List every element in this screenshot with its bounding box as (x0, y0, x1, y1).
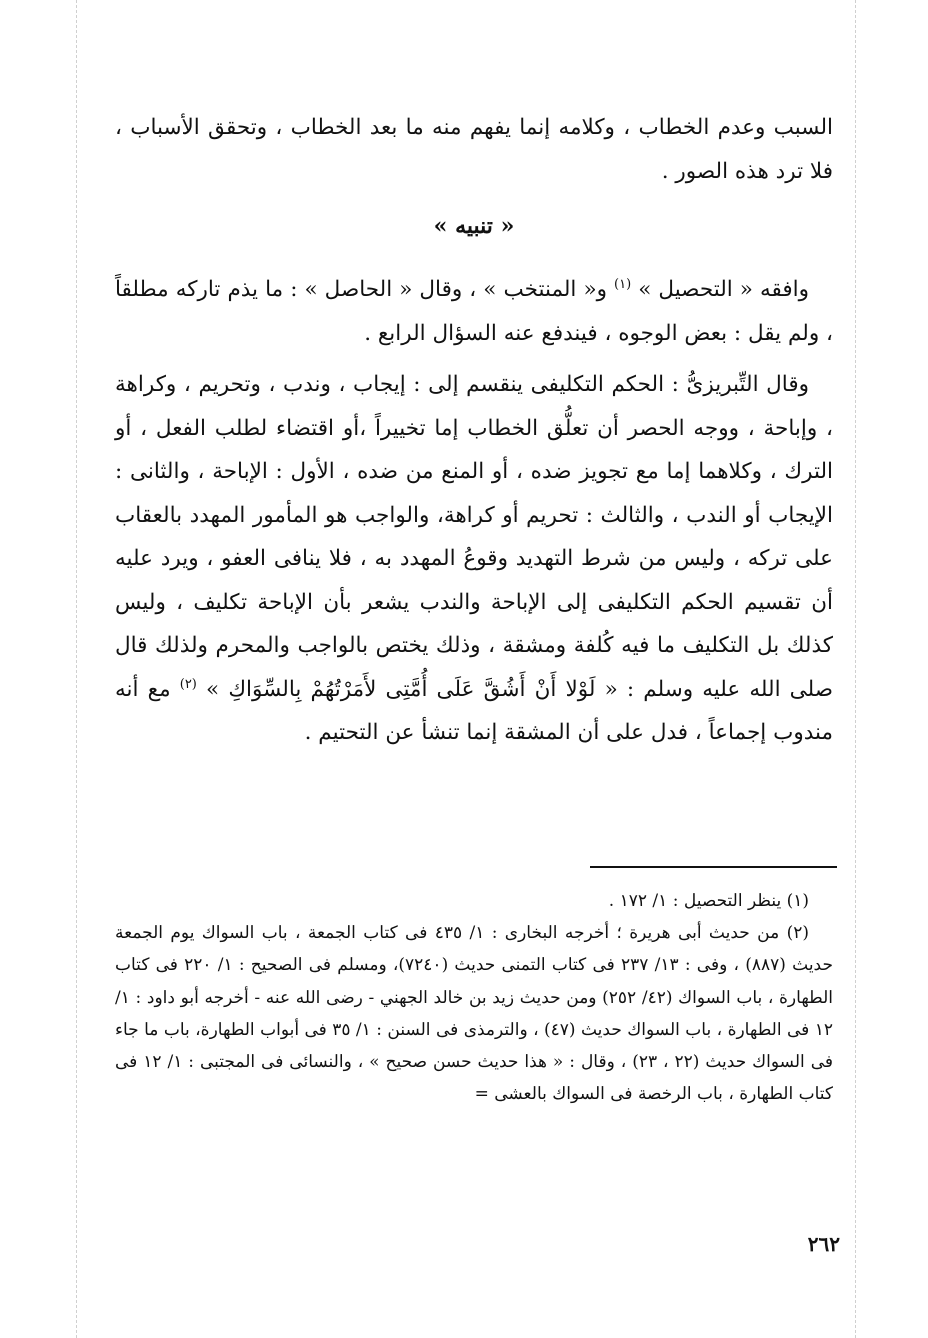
section-heading: « تنبيه » (433, 213, 515, 239)
body-text (115, 268, 833, 755)
footnote-2: (٢) من حديث أبى هريرة ؛ أخرجه البخارى : ١/ ٤٣٥ فى كتاب الجمعة ، باب السواك يوم الجمعة حديث (٨٨٧) ، وفى : ١٣/ ٢٣٧ فى كتاب التمنى حديث (٧٢٤٠)، ومسلم فى الصحيح : ١/ ٢٢٠ فى كتاب الطهارة ، باب السواك (٤٢/ ٢٥٢) ومن حديث زيد بن خالد الجهني - رضى الله عنه - أخرجه أبو داود : ١/ ١٢ فى الطهارة ، باب السواك حديث (٤٧) ، والترمذى فى السنن : ١/ ٣٥ فى أبواب الطهارة، باب ما جاء فى السواك حديث (٢٢ ، ٢٣) ، وقال : « هذا حديث حسن صحيح » ، والنسائى فى المجتبى : ١/ ١٢ فى كتاب الطهارة ، باب الرخصة فى السواك بالعشى = (115, 923, 833, 1105)
footnote-separator (590, 866, 837, 868)
intro-text: السبب وعدم الخطاب ، وكلامه إنما يفهم منه ما بعد الخطاب ، وتحقق الأسباب ، فلا ترد هذه الصور . (115, 115, 833, 184)
intro-paragraph (115, 106, 833, 193)
page-number: ٢٦٢ (807, 1232, 840, 1256)
paragraph-1-text-a: وافقه « التحصيل » (631, 277, 809, 302)
paragraph-2-text-b: مع أنه مندوب إجماعاً ، فدل على أن المشقة إنما تنشأ عن التحتيم . (115, 676, 833, 745)
paragraph-2 (115, 363, 833, 755)
paragraph-1-text-b: و« المنتخب » ، وقال « الحاصل » : ما يذم تاركه مطلقاً ، ولم يقل : بعض الوجوه ، فيندفع عنه السؤال الرابع . (115, 277, 833, 346)
footnote-ref-1: (١) (614, 276, 632, 292)
scan-guide-line-right (855, 0, 856, 1338)
footnote-1: (١) ينظر التحصيل : ١/ ١٧٢ . (608, 891, 809, 911)
paragraph-1 (115, 268, 833, 355)
footnotes (115, 885, 833, 1110)
footnote-ref-2: (٢) (179, 676, 197, 692)
paragraph-2-text-a: وقال التِّبريزىُّ : الحكم التكليفى ينقسم إلى : إيجاب ، وندب ، وتحريم ، وكراهة ، وإباحة ، ووجه الحصر أن تعلُّق الخطاب إما تخييراً ،أو اقتضاء لطلب الفعل ، أو الترك ، وكلاهما إما مع تجويز ضده ، أو المنع من ضده ، الأول : الإباحة ، والثانى : الإيجاب أو الندب ، والثالث : تحريم أو كراهة، والواجب هو المأمور المهدد بالعقاب على تركه ، وليس من شرط التهديد وقوعُ المهدد به ، فلا ينافى العفو ، ويرد عليه أن تقسيم الحكم التكليفى إلى الإباحة والندب يشعر بأن الإباحة تكليف ، وليس كذلك بل التكليف ما فيه كُلفة ومشقة ، وذلك يختص بالواجب والمحرم ولذلك قال صلى الله عليه وسلم : « لَوْلا أَنْ أَشُقَّ عَلَى أُمَّتِى لأَمَرْتُهُمْ بِالسِّوَاكِ » (115, 372, 833, 702)
scan-guide-line-left (76, 0, 77, 1338)
